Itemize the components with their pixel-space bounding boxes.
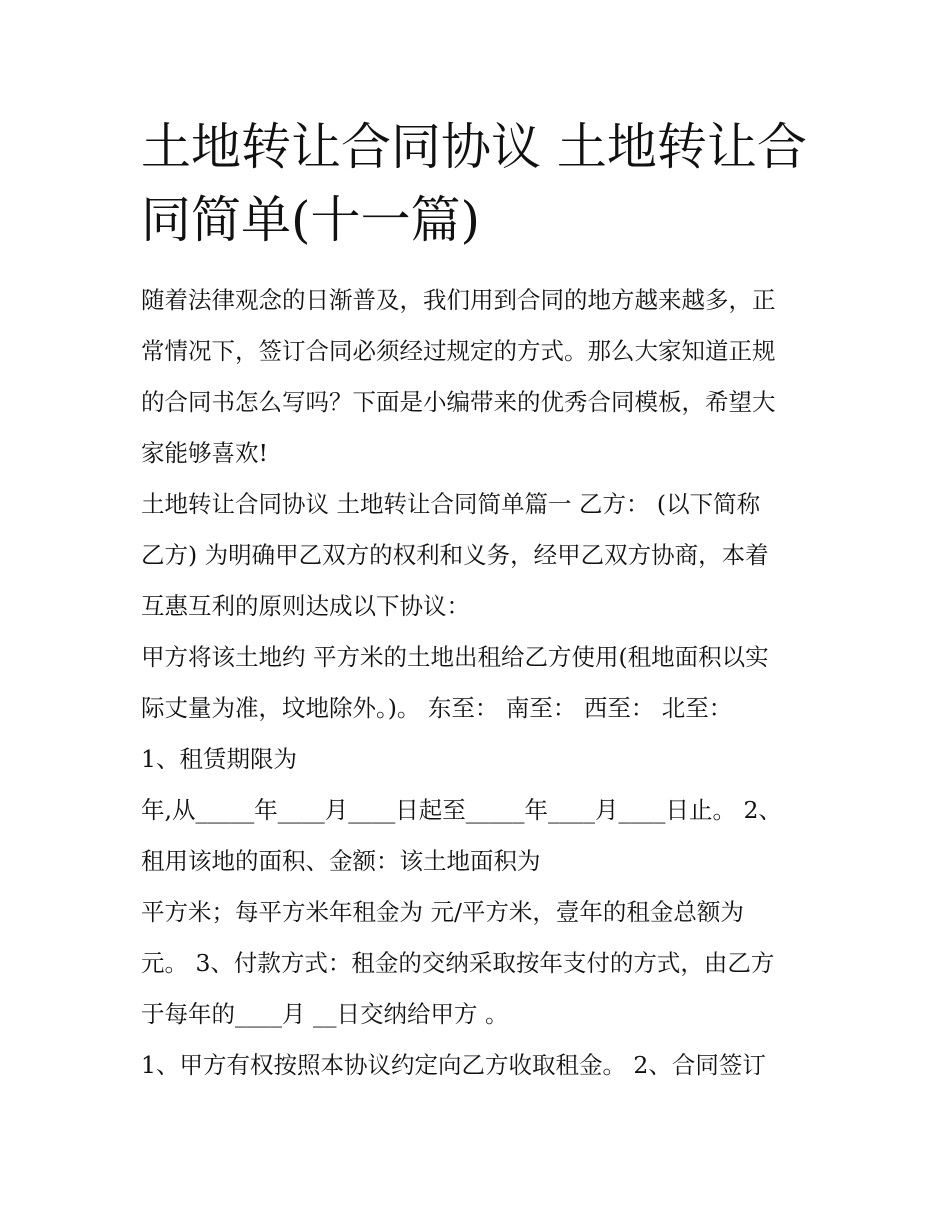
body-line-16: 1、甲方有权按照本协议约定向乙方收取租金。 2、合同签订 [141, 1051, 766, 1079]
body-line-14: 元。 3、付款方式：租金的交纳采取按年支付的方式，由乙方 [141, 949, 775, 977]
body-line-4: 家能够喜欢! [141, 439, 268, 467]
body-line-7: 互惠互利的原则达成以下协议： [141, 592, 470, 620]
body-line-12: 租用该地的面积、金额：该土地面积为 [141, 847, 541, 875]
body-line-15: 于每年的____月 __日交纳给甲方 。 [141, 1000, 509, 1028]
body-line-1: 随着法律观念的日渐普及，我们用到合同的地方越来越多，正 [141, 286, 776, 314]
document-title [141, 111, 821, 257]
document-body [141, 275, 831, 1091]
body-line-10: 1、租赁期限为 [141, 745, 297, 773]
title-line-1: 土地转让合同协议 土地转让合 [141, 118, 807, 176]
body-line-6: 乙方) 为明确甲乙双方的权利和义务，经甲乙双方协商，本着 [141, 541, 769, 569]
body-line-2: 常情况下，签订合同必须经过规定的方式。那么大家知道正规 [141, 337, 776, 365]
body-line-13: 平方米；每平方米年租金为 元/平方米，壹年的租金总额为 [141, 898, 744, 926]
body-line-8: 甲方将该土地约 平方米的土地出租给乙方使用(租地面积以实 [141, 643, 769, 671]
body-line-5: 土地转让合同协议 土地转让合同简单篇一 乙方： (以下简称 [141, 490, 761, 518]
body-line-11: 年,从_____年____月____日起至_____年____月____日止。 2、 [141, 796, 782, 824]
body-line-3: 的合同书怎么写吗？下面是小编带来的优秀合同模板，希望大 [141, 388, 776, 416]
body-line-9: 际丈量为准，坟地除外。)。 东至： 南至： 西至： 北至： [141, 694, 733, 722]
title-line-2: 同简单(十一篇) [141, 191, 481, 249]
